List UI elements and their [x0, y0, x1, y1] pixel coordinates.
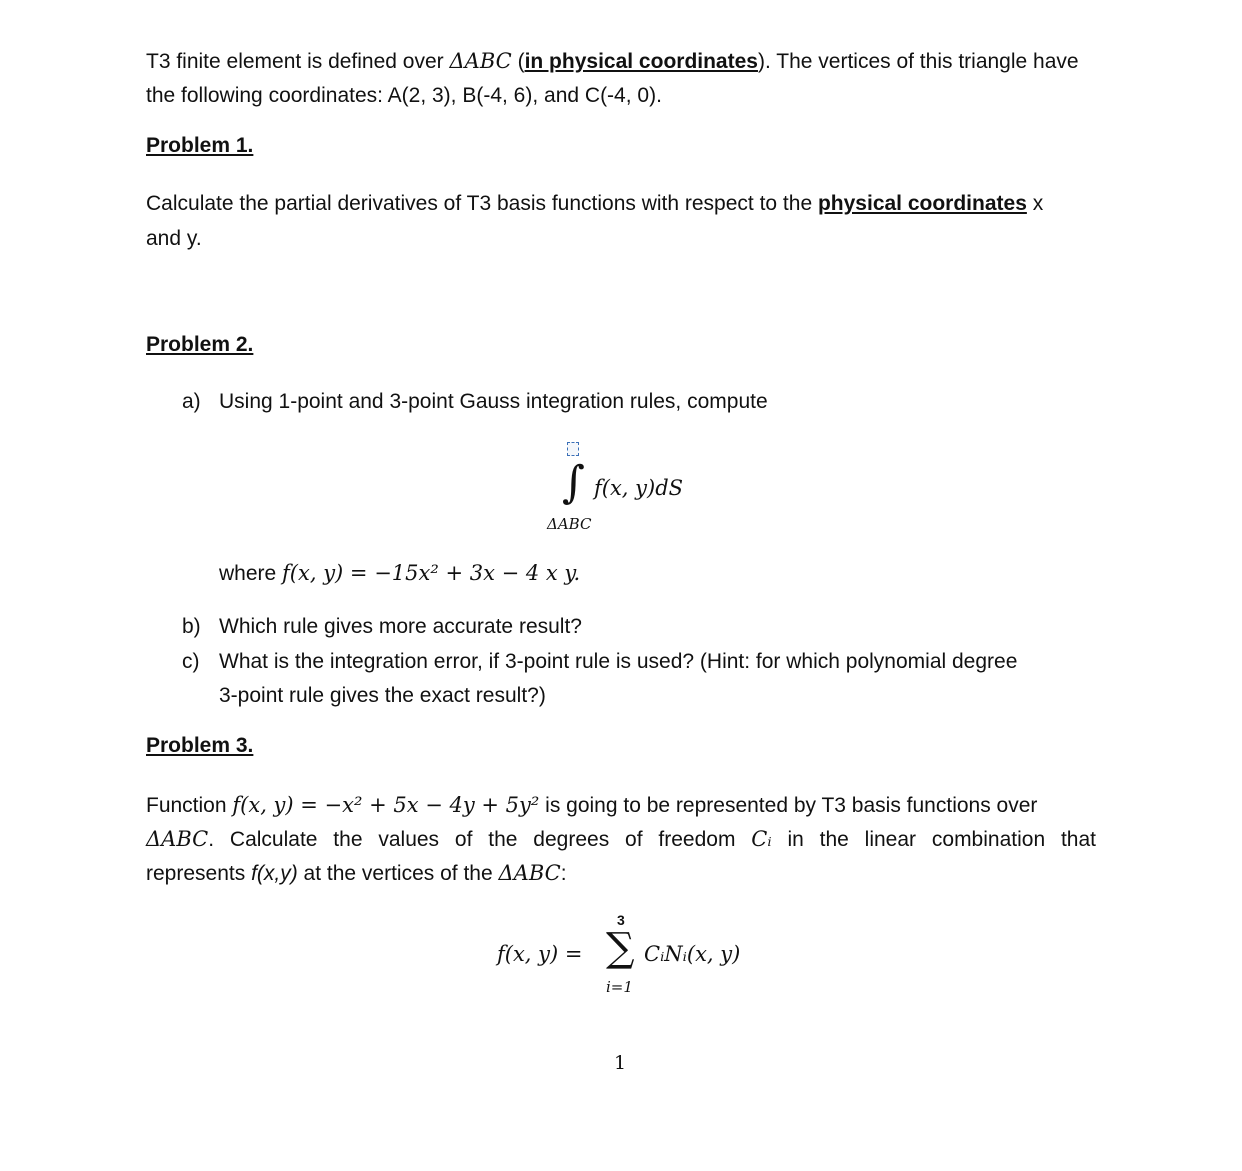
problem-3-text: is going to be represented by T3 basis functions over: [539, 794, 1038, 817]
problem-2-item-c-line-1: What is the integration error, if 3-point rule is used? (Hint: for which polynomial degree: [219, 650, 1018, 673]
problem-2-item-b-text: Which rule gives more accurate result?: [219, 615, 582, 638]
function-name: f(x,y): [251, 862, 298, 885]
problem-1-line-1: [146, 187, 1043, 221]
sum-upper-limit: 3: [617, 912, 625, 928]
problem-1-line-2: and y.: [146, 227, 202, 250]
problem-2-where-line: [219, 556, 580, 591]
problem-2-item-a-text: Using 1-point and 3-point Gauss integration rules, compute: [219, 390, 768, 413]
problem-2-item-c-line-2: 3-point rule gives the exact result?): [219, 684, 546, 707]
intro-text-tail: ). The vertices of this triangle have: [757, 50, 1079, 73]
problem-1-heading: Problem 1.: [146, 134, 254, 157]
function-label: Function: [146, 794, 233, 817]
function-expression: f(x, y) = −x² + 5x − 4y + 5y²: [232, 793, 540, 817]
integrand: f(x, y)dS: [594, 476, 684, 500]
page-number: 1: [614, 1052, 627, 1074]
problem-3-text-mid: at the vertices of the: [297, 862, 499, 885]
integral-sign: ∫: [562, 457, 585, 508]
summation-sign: ∑: [606, 925, 635, 971]
sum-lhs: f(x, y) =: [497, 942, 583, 966]
problem-2-item-a-label: a): [182, 390, 201, 413]
problem-3-heading: Problem 3.: [146, 734, 254, 757]
problem-3-text: . Calculate the values of the degrees of freedom: [208, 828, 752, 851]
triangle-symbol: ΔABC: [449, 49, 512, 73]
problem-3-line-2: [146, 822, 1096, 857]
problem-3-text: represents: [146, 862, 252, 885]
problem-1-text: Calculate the partial derivatives of T3 basis functions with respect to the: [146, 192, 818, 215]
coefficient-symbol: Cᵢ: [751, 827, 772, 851]
sum-rhs: CᵢNᵢ(x, y): [644, 942, 741, 966]
physical-coordinates-emphasis: in physical coordinates: [524, 50, 758, 73]
problem-3-line-3: [146, 856, 567, 891]
problem-2-item-c-label: c): [182, 650, 200, 673]
upper-limit-placeholder: [567, 442, 579, 456]
intro-text: T3 finite element is defined over: [146, 50, 450, 73]
problem-2-item-b-label: b): [182, 615, 201, 638]
problem-3-text-tail: in the linear combination that: [771, 828, 1096, 851]
sum-lower-limit: i=1: [606, 978, 633, 996]
where-label: where: [219, 562, 283, 585]
intro-line-1: [146, 44, 1079, 79]
function-definition: f(x, y) = −15x² + 3x − 4 x y.: [282, 561, 581, 585]
problem-2-heading: Problem 2.: [146, 333, 254, 356]
triangle-symbol: ΔABC: [146, 827, 209, 851]
integral-domain: ΔABC: [547, 515, 592, 533]
intro-line-2: the following coordinates: A(2, 3), B(-4, 6), and C(-4, 0).: [146, 84, 662, 107]
physical-coordinates-emphasis: physical coordinates: [817, 192, 1027, 215]
triangle-symbol: ΔABC: [498, 861, 561, 885]
problem-1-text-tail: x: [1026, 192, 1044, 215]
problem-3-line-1: [146, 788, 1096, 823]
intro-paren-open: (: [511, 50, 525, 73]
colon: :: [560, 862, 567, 885]
